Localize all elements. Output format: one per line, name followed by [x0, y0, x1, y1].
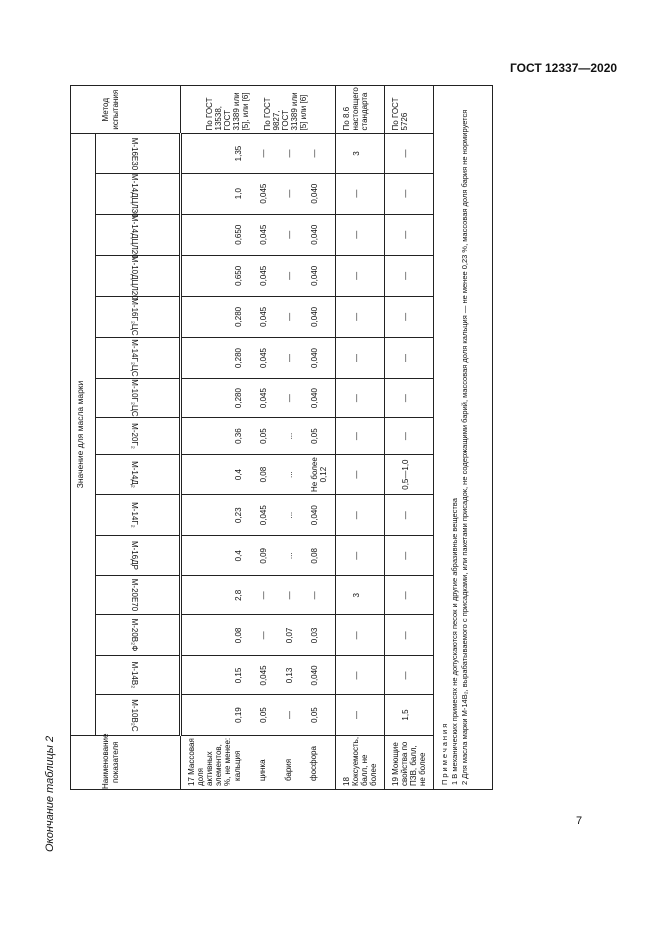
value-cell: —: [336, 615, 385, 656]
value-cell: [181, 173, 336, 214]
value-cell: [181, 337, 336, 378]
value-cell: [181, 255, 336, 296]
method-header-cell: [71, 86, 181, 134]
value: 0,045: [259, 183, 268, 204]
value: —: [285, 149, 294, 158]
value: 2,8: [234, 589, 243, 601]
table-caption: Окончание таблицы 2: [44, 735, 56, 852]
grade-name: М-14В₂: [130, 662, 139, 689]
value: 0,07: [285, 627, 294, 644]
value: —: [310, 591, 319, 600]
value: ...: [285, 432, 294, 440]
value: 0,650: [234, 224, 243, 245]
grade-header-cell: [96, 134, 181, 173]
grade-name: М-20Е70: [130, 579, 139, 612]
value: 0,08: [310, 547, 319, 564]
value-cell: —: [336, 214, 385, 255]
value-cell: —: [336, 173, 385, 214]
value: —: [285, 271, 294, 280]
value: 0,280: [234, 306, 243, 327]
notes-title: Примечания: [440, 721, 449, 785]
value: 0,040: [310, 665, 319, 686]
value: 0,15: [234, 667, 243, 684]
value-cell: —: [385, 576, 434, 615]
grade-header-cell: [96, 656, 181, 695]
grade-name: М-10В₂С: [130, 698, 139, 732]
group-header-cell: [71, 134, 96, 735]
value: —: [259, 149, 268, 158]
value-cell: —: [385, 173, 434, 214]
value-cell: —: [336, 418, 385, 455]
value-cell: [181, 536, 336, 576]
value-cell: —: [336, 536, 385, 576]
value-cell: [181, 455, 336, 495]
value-cell: —: [385, 536, 434, 576]
note-item: 1 В механических примесях не допускаются песок и другие абразивные вещества: [450, 498, 459, 785]
value: 0,045: [259, 665, 268, 686]
value: 0,045: [259, 265, 268, 286]
value: 0,045: [259, 224, 268, 245]
value-cell: —: [385, 418, 434, 455]
value: 0,36: [234, 428, 243, 444]
value-cell: [181, 134, 336, 173]
value: 0,08: [234, 627, 243, 644]
value: 0,040: [310, 183, 319, 204]
value: 0,08: [259, 466, 268, 483]
value-cell: —: [336, 337, 385, 378]
value: 1,35: [234, 145, 243, 162]
value-cell: —: [385, 214, 434, 255]
page-number: 7: [576, 815, 583, 827]
value: 0,05: [310, 428, 319, 444]
value: —: [285, 711, 294, 720]
value-cell: —: [336, 296, 385, 337]
value-cell: —: [385, 134, 434, 173]
value-cell: 3: [336, 134, 385, 173]
table-row: [385, 86, 434, 790]
value: 0,19: [234, 707, 243, 723]
value-cell: [181, 695, 336, 735]
value-cell: —: [385, 379, 434, 418]
grade-header-cell: [96, 173, 181, 218]
value: 0,23: [234, 507, 243, 523]
grade-name: М-14ДЦЛ30: [130, 173, 139, 218]
value: 0,4: [234, 550, 243, 562]
grades-row: [96, 86, 181, 790]
method-cell: По 8.6 настоящего стандарта: [336, 86, 385, 134]
grade-name: М-10ДЦЛ20: [130, 255, 139, 300]
value: 0,05: [310, 707, 319, 723]
value-cell: 3: [336, 576, 385, 615]
grade-name: М-20Г₂: [130, 423, 139, 449]
grade-header-cell: [96, 255, 181, 300]
grade-header-cell: [96, 337, 181, 378]
grade-header-cell: [96, 536, 181, 576]
value: —: [285, 189, 294, 198]
value-cell: —: [336, 495, 385, 536]
name-header-cell: [71, 735, 181, 789]
value: ...: [285, 552, 294, 560]
grade-name: М-16Е30: [130, 137, 139, 170]
value-cell: —: [336, 255, 385, 296]
sub-label: фосфора: [309, 746, 318, 781]
grade-name: М-16Г₂ЦС: [130, 298, 139, 336]
value-cell: —: [385, 296, 434, 337]
grade-name: М-16ДР: [130, 541, 139, 571]
value-cell: —: [385, 337, 434, 378]
value-cell: [181, 379, 336, 418]
value: —: [285, 230, 294, 239]
value-cell: [181, 214, 336, 255]
sub-label: бария: [284, 758, 293, 781]
value: 0,4: [234, 469, 243, 481]
value-cell: 1,5: [385, 695, 434, 735]
value: 0,045: [259, 347, 268, 369]
grade-header-cell: [96, 296, 181, 337]
method-header: Метод испытания: [101, 89, 120, 130]
value-cell: —: [385, 656, 434, 695]
value-cell: —: [385, 495, 434, 536]
value-cell: [181, 418, 336, 455]
value-cell: [181, 495, 336, 536]
value-cell: 0,5—1,0: [385, 455, 434, 495]
value: 0,040: [310, 388, 319, 409]
value: —: [285, 591, 294, 600]
method-cell: По ГОСТ 5726: [385, 86, 434, 134]
method-text: По ГОСТ 13538, ГОСТ 31389 или [5], или [6]: [205, 92, 250, 131]
value: 0,045: [259, 505, 268, 526]
value: —: [285, 354, 294, 362]
value-cell: —: [336, 695, 385, 735]
table-row: [336, 86, 385, 790]
value: 0,040: [310, 224, 319, 245]
grade-name: М-14Г₂ЦС: [130, 339, 139, 377]
row-label: 17 Массовая доля активных элементов, %, не менее:: [187, 737, 232, 786]
value: —: [259, 631, 268, 640]
row-name-cell: 19 Моющие свойства по ПЗВ, балл, не более: [385, 735, 434, 789]
header-row-1: [71, 86, 96, 790]
value: 0,040: [310, 306, 319, 327]
value: 0,045: [259, 388, 268, 409]
method-text: По ГОСТ 9827, ГОСТ 31389 или [5] или [6]: [263, 92, 308, 131]
notes-row: [434, 86, 493, 790]
value: 0,040: [310, 347, 319, 369]
table-row: [181, 86, 336, 790]
sub-label: цинка: [258, 759, 267, 781]
grade-header-cell: [96, 418, 181, 455]
note-item: 2 Для масла марки М-14В₂, вырабатываемого с присадками, или пакетами присадок, не содержащими барий, массовая доля кальция — не менее 0,23 %, массовая доля бария не нормируется: [460, 109, 469, 785]
row-name-cell: [181, 735, 336, 789]
value: 0,13: [285, 667, 294, 684]
grade-name: М-20В₂Ф: [130, 619, 139, 652]
value: 0,03: [310, 627, 319, 644]
value: 0,040: [310, 505, 319, 526]
value: 0,280: [234, 388, 243, 409]
value: 0,05: [259, 707, 268, 723]
grade-header-cell: [96, 495, 181, 536]
value-cell: [181, 615, 336, 656]
grade-header-cell: [96, 615, 181, 656]
notes-cell: [434, 86, 493, 790]
value: 0,05: [259, 428, 268, 444]
row-name-cell: 18 Коксуемость, балл, не более: [336, 735, 385, 789]
value: 1,0: [234, 188, 243, 200]
rotated-table-frame: [44, 85, 484, 852]
grade-name: М-14Г₂: [130, 502, 139, 529]
value-cell: —: [385, 255, 434, 296]
value: —: [285, 312, 294, 321]
name-header: Наименование показателя: [101, 733, 120, 789]
value: 0,280: [234, 347, 243, 369]
value-cell: [181, 656, 336, 695]
method-cell: [181, 86, 336, 134]
value-cell: [181, 296, 336, 337]
grade-name: М-14ДЦЛ20: [130, 214, 139, 259]
document-id: ГОСТ 12337—2020: [510, 61, 618, 75]
grade-name: М-14Д₂: [130, 461, 139, 488]
properties-table: [70, 85, 493, 790]
group-header: Значение для масла марки: [75, 380, 85, 489]
grade-header-cell: [96, 695, 181, 735]
grade-name: М-10Г₂ЦС: [130, 379, 139, 417]
value-cell: —: [336, 656, 385, 695]
value: —: [310, 149, 319, 158]
value: 0,650: [234, 265, 243, 286]
grade-header-cell: [96, 214, 181, 259]
value: —: [285, 394, 294, 403]
value: 0,040: [310, 265, 319, 286]
value: ...: [285, 511, 294, 519]
value-cell: —: [336, 379, 385, 418]
value: —: [259, 591, 268, 600]
grade-header-cell: [96, 455, 181, 495]
grade-header-cell: [96, 379, 181, 418]
value: ...: [285, 471, 294, 478]
value-cell: —: [385, 615, 434, 656]
value: Не более 0,12: [310, 457, 328, 493]
value: 0,09: [259, 547, 268, 564]
value-cell: [181, 576, 336, 615]
grade-header-cell: [96, 576, 181, 615]
sub-label: кальция: [233, 750, 242, 781]
value: 0,045: [259, 306, 268, 327]
value-cell: —: [336, 455, 385, 495]
